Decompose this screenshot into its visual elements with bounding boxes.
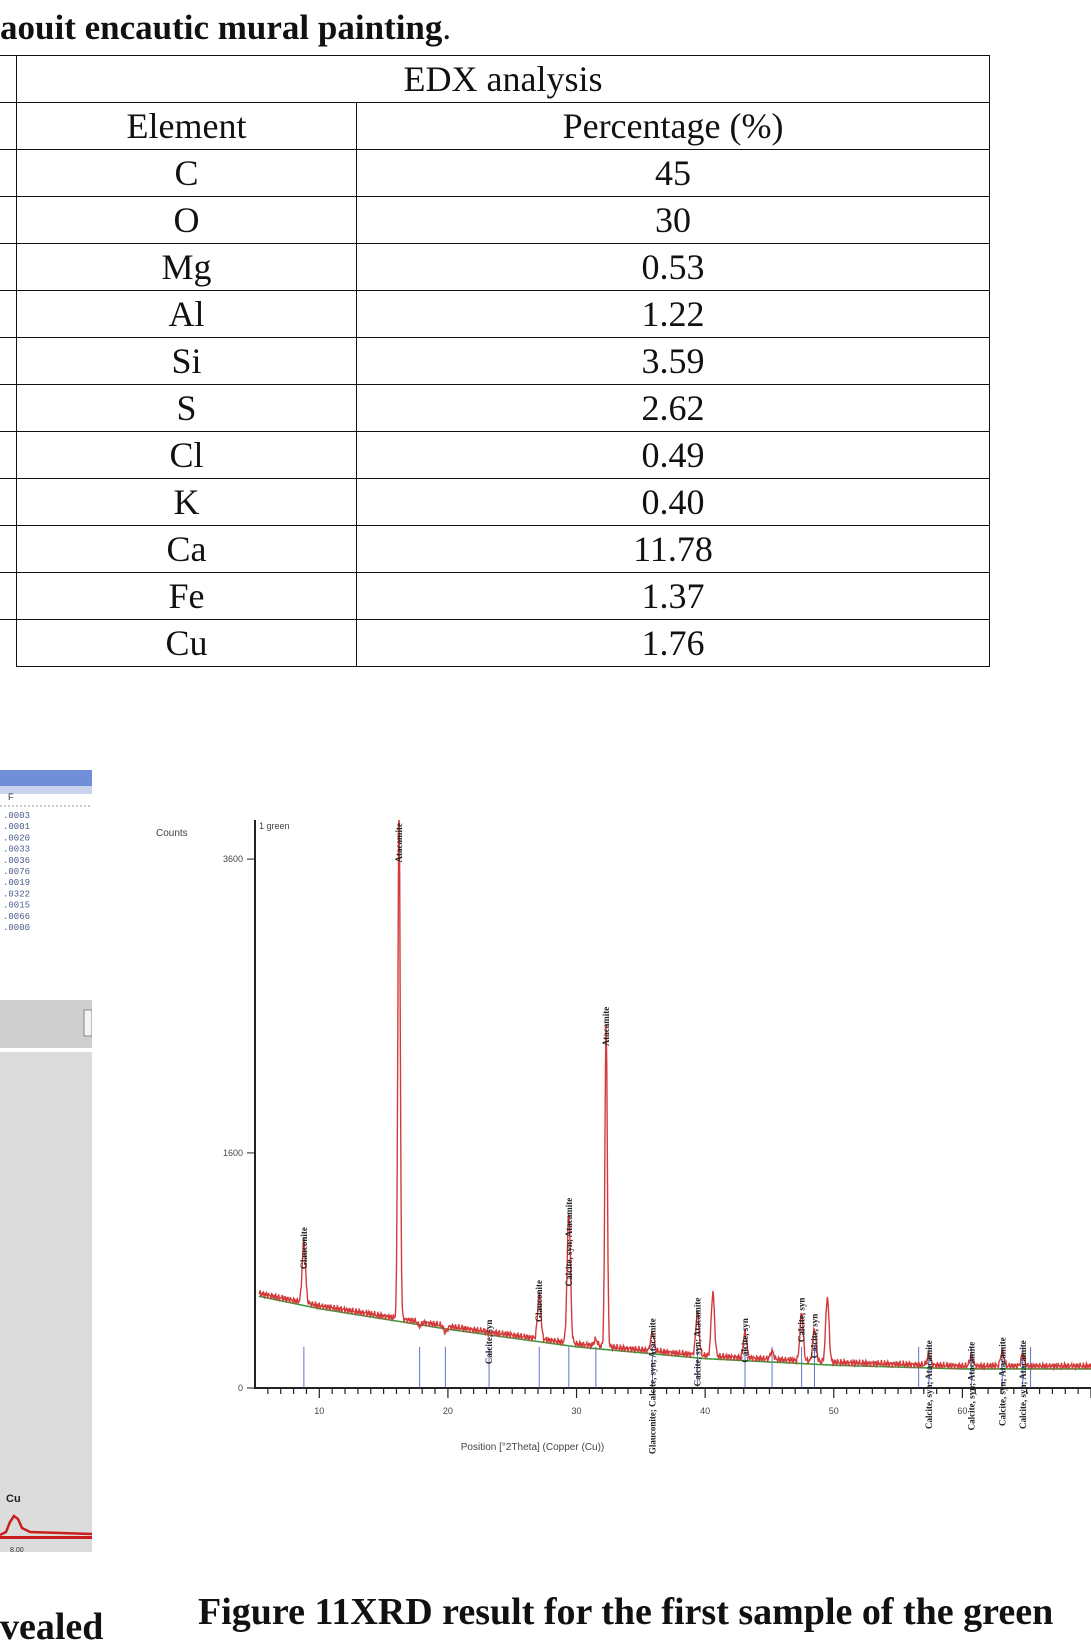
peak-label: Atacamite [601,1006,612,1047]
panel-peak-label: Cu [6,1493,21,1505]
stub-row [0,337,16,384]
cell-element: Al [17,291,357,338]
edx-group-header: EDX analysis [17,56,990,103]
cell-element: K [17,479,357,526]
cell-percentage: 0.53 [357,244,990,291]
y-axis-ticks [223,854,255,1393]
panel-value: .0015 [3,900,31,911]
x-tick-label: 30 [571,1406,582,1416]
cell-element: C [17,150,357,197]
panel-spectrum-area [0,1052,92,1552]
cell-percentage: 0.49 [357,432,990,479]
table-row [17,291,990,338]
cell-element: Mg [17,244,357,291]
panel-value: .0076 [3,867,31,877]
column-header-percentage: Percentage (%) [357,103,990,150]
legend-label: 1 green [259,821,290,831]
panel-value-list [3,811,30,933]
cell-element: S [17,385,357,432]
cell-element: Fe [17,573,357,620]
panel-title-bar [0,770,92,786]
table-row [17,620,990,667]
cell-percentage: 1.22 [357,291,990,338]
peak-label: Glauconite [534,1279,545,1322]
stub-row [0,619,16,666]
table-row [17,385,990,432]
y-tick-label: 3600 [222,854,243,865]
x-tick-label: 20 [442,1406,453,1416]
panel-column-header: F [8,792,14,802]
panel-axis-tick: 8.00 [10,1547,24,1554]
table-row [17,526,990,573]
peak-label: Calcite, syn [809,1313,820,1359]
stub-row [0,572,16,619]
stub-row [0,384,16,431]
x-tick-label: 40 [700,1406,711,1416]
cell-element: Ca [17,526,357,573]
figure-caption: Figure 11XRD result for the first sample of the green [198,1591,1054,1633]
stub-row [0,290,16,337]
peak-label: Calcite, syn; Atacamite [563,1197,574,1287]
peak-label: Calcite, syn; Atacamite [997,1337,1008,1427]
stub-row [0,102,16,149]
cell-percentage: 2.62 [357,385,990,432]
stub-row [0,196,16,243]
panel-value: .0066 [3,911,31,922]
caption-top-text: aouit encautic mural painting [0,8,443,47]
cell-percentage: 11.78 [357,526,990,573]
table-row [17,573,990,620]
peak-label: Calcite, syn [740,1318,751,1363]
x-tick-label: 60 [957,1406,968,1416]
edx-software-panel [0,770,92,1590]
panel-value: .0003 [3,811,31,821]
peak-label: Calcite, syn; Atacamite [923,1340,934,1429]
stub-row [0,525,16,572]
stub-row [0,431,16,478]
panel-value: .0033 [3,844,31,855]
x-axis-label: Position [°2Theta] (Copper (Cu)) [460,1442,605,1453]
panel-value: .0020 [3,833,31,844]
edx-table-body [17,150,990,667]
peak-label: Calcite, syn; Atacamite [966,1341,977,1431]
panel-value: .0036 [3,855,31,866]
stub-row [0,243,16,290]
cell-element: Cu [17,620,357,667]
cell-percentage: 3.59 [357,338,990,385]
cell-percentage: 30 [357,197,990,244]
table-row [17,244,990,291]
peak-label: Calcite, syn; Atacamite [692,1297,703,1387]
panel-value: .0019 [3,878,31,889]
peak-label: Glauconite; Calcite, syn; Atacamite [647,1318,658,1455]
x-tick-label: 10 [314,1406,325,1416]
peak-label: Calcite, syn [796,1297,807,1343]
x-tick-label: 50 [828,1406,839,1416]
cell-percentage: 1.76 [357,620,990,667]
xrd-chart [150,820,1091,1520]
table-row [17,197,990,244]
stub-row [0,149,16,196]
stub-row [0,478,16,525]
plot-frame [255,820,1091,1388]
table-left-stub [0,55,16,688]
peak-label: Calcite, syn [484,1319,495,1365]
cell-element: O [17,197,357,244]
table-row [17,432,990,479]
cell-element: Si [17,338,357,385]
peak-label: Calcite, syn; Atacamite [1017,1340,1028,1429]
cell-percentage: 1.37 [357,573,990,620]
column-header-element: Element [17,103,357,150]
table-row [17,150,990,197]
edx-table-frame [0,55,990,688]
caption-top-period: . [442,8,452,47]
panel-value: .0000 [3,923,31,933]
cell-percentage: 0.40 [357,479,990,526]
y-tick-label: 1600 [222,1147,243,1158]
diffraction-pattern-line [259,820,1091,1369]
panel-value: .0001 [3,822,31,833]
peak-label: Atacamite [394,823,405,863]
edx-table [16,55,990,667]
y-tick-label: 0 [237,1383,243,1393]
caption-top [0,8,451,48]
y-axis-label: Counts [156,828,188,839]
cell-percentage: 45 [357,150,990,197]
stub-row [0,55,16,102]
peak-label: Glauconite [298,1227,309,1270]
cell-element: Cl [17,432,357,479]
table-row [17,338,990,385]
table-row [17,479,990,526]
panel-value: .0322 [3,889,31,900]
left-text-fragment: vealed [0,1606,104,1648]
panel-toolbar [0,1000,92,1048]
